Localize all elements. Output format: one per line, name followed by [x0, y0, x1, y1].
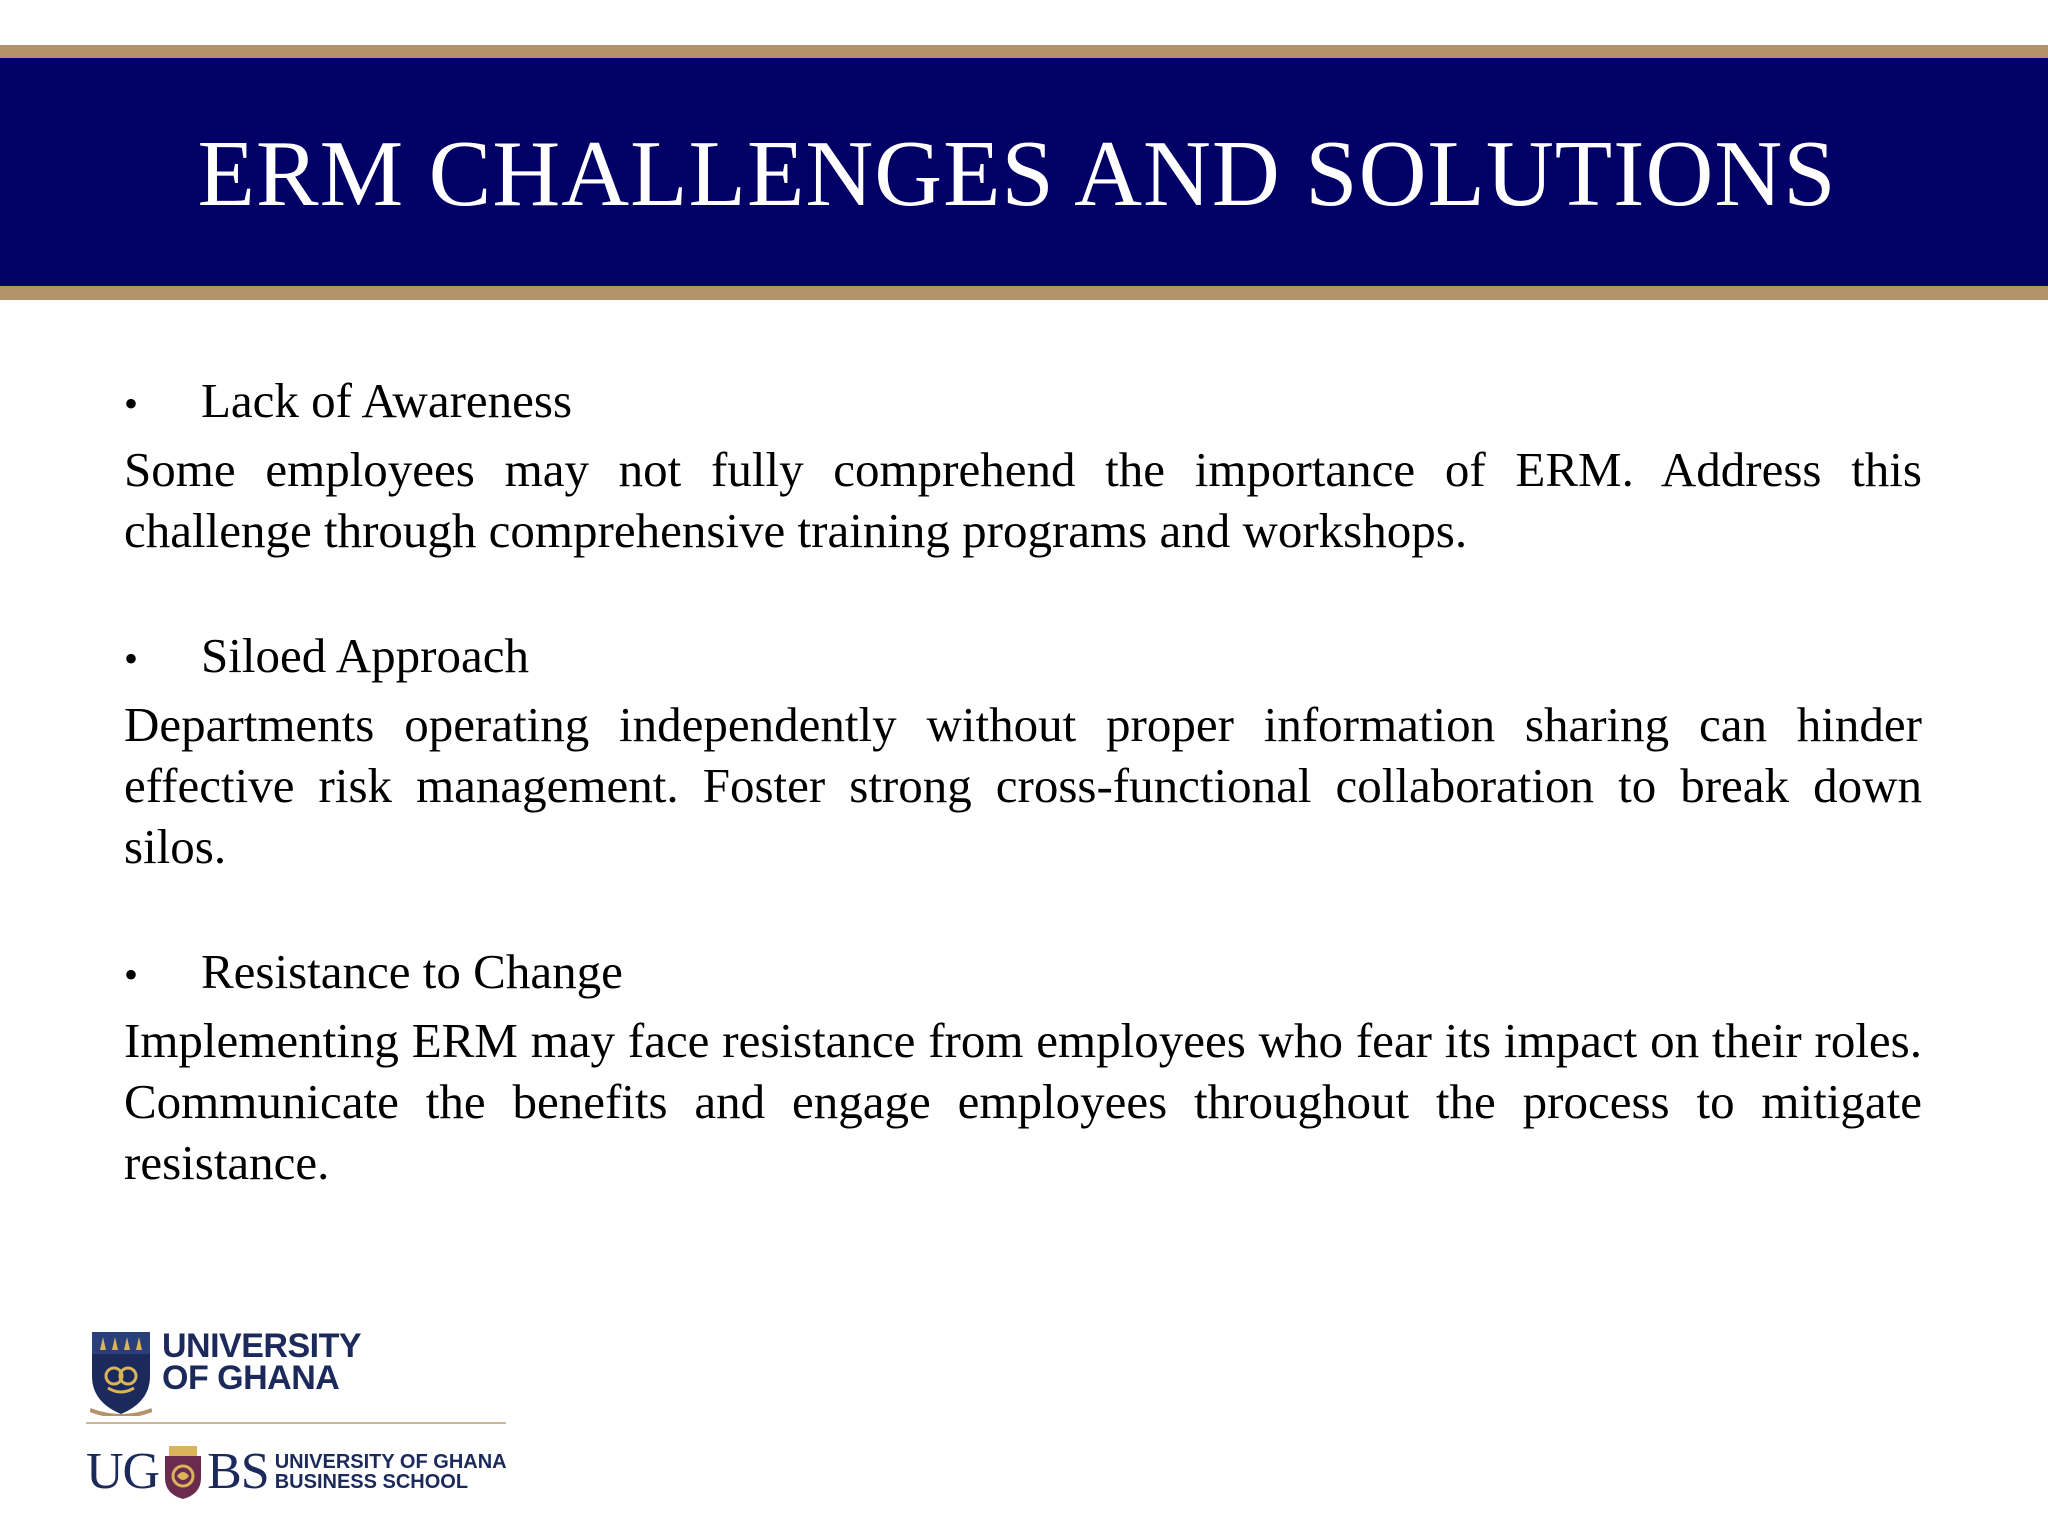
section-heading: Siloed Approach	[201, 628, 529, 683]
ugbs-wordmark-line2: BUSINESS SCHOOL	[274, 1471, 469, 1493]
header-inner	[0, 58, 2048, 286]
section-lack-of-awareness	[124, 370, 1922, 561]
ugbs-ug-letters: UG	[86, 1443, 160, 1500]
university-of-ghana-wordmark	[162, 1327, 362, 1397]
bullet-icon: •	[124, 636, 139, 681]
header-band	[0, 45, 2048, 300]
section-heading: Resistance to Change	[201, 944, 623, 999]
bullet-line	[124, 625, 1922, 686]
section-siloed-approach	[124, 625, 1922, 877]
ug-wordmark-line1: UNIVERSITY	[162, 1327, 362, 1365]
section-body: Departments operating independently without proper information sharing can hinder effective risk management. Foster strong cross-functional collaboration to break down silos.	[124, 697, 1922, 874]
logo-area	[86, 1322, 516, 1512]
ugbs-wordmark-line1: UNIVERSITY OF GHANA	[274, 1451, 507, 1473]
ugbs-bs-letters: BS	[207, 1443, 269, 1500]
bullet-line	[124, 941, 1922, 1002]
section-heading: Lack of Awareness	[201, 373, 573, 428]
ugbs-logo	[86, 1437, 507, 1507]
university-crest-icon	[90, 1330, 152, 1416]
slide-title: ERM CHALLENGES AND SOLUTIONS	[197, 122, 1837, 226]
university-of-ghana-logo	[90, 1327, 362, 1420]
section-body: Some employees may not fully comprehend the importance of ERM. Address this challenge through comprehensive training programs and workshops.	[124, 442, 1922, 558]
bullet-line	[124, 370, 1922, 431]
slide-content	[124, 370, 1922, 1257]
ug-wordmark-line2: OF GHANA	[162, 1359, 340, 1397]
bullet-icon: •	[124, 952, 139, 997]
logo-divider	[86, 1422, 506, 1424]
section-body: Implementing ERM may face resistance from employees who fear its impact on their roles. Communicate the benefits and engage employees throughout the process to mitigate resistance.	[124, 1013, 1922, 1190]
section-resistance-to-change	[124, 941, 1922, 1193]
ugbs-wordmark	[275, 1452, 507, 1492]
business-school-crest-icon	[161, 1444, 205, 1500]
bullet-icon: •	[124, 381, 139, 426]
